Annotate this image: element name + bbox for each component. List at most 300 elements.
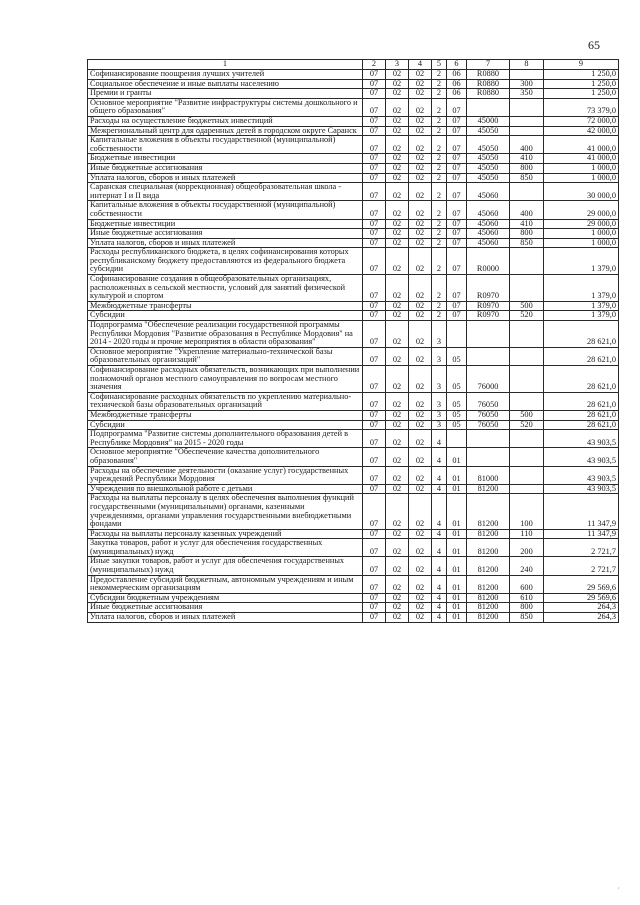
- row-subprogram: 01: [447, 593, 467, 603]
- row-program: 2: [432, 201, 447, 219]
- table-body: [88, 70, 619, 623]
- table-row: [88, 430, 619, 448]
- row-section: 07: [363, 275, 386, 302]
- row-name: Премии и гранты: [88, 89, 363, 99]
- table-row: [88, 136, 619, 154]
- row-target-article: 45050: [467, 163, 510, 173]
- row-subsection-a: 02: [386, 366, 409, 393]
- row-subprogram: [447, 321, 467, 348]
- row-subsection-a: 02: [386, 201, 409, 219]
- row-section: 07: [363, 466, 386, 484]
- row-subprogram: 07: [447, 126, 467, 136]
- row-subsection-b: 02: [409, 448, 432, 466]
- row-section: 07: [363, 70, 386, 80]
- row-target-article: 45060: [467, 238, 510, 248]
- row-subsection-b: 02: [409, 163, 432, 173]
- row-subsection-b: 02: [409, 575, 432, 593]
- row-amount: 28 621,0: [544, 321, 619, 348]
- row-section: 07: [363, 494, 386, 529]
- row-amount: 43 903,5: [544, 484, 619, 494]
- row-program: 4: [432, 529, 447, 539]
- row-program: 2: [432, 154, 447, 164]
- row-subsection-a: 02: [386, 321, 409, 348]
- column-header: 3: [386, 60, 409, 70]
- row-section: 07: [363, 248, 386, 275]
- row-target-article: 45050: [467, 173, 510, 183]
- row-subprogram: 01: [447, 603, 467, 613]
- table-row: [88, 466, 619, 484]
- row-name: Социальное обеспечение и иные выплаты населению: [88, 79, 363, 89]
- row-name: Межрегиональный центр для одаренных детей в городском округе Саранск: [88, 126, 363, 136]
- row-program: 4: [432, 613, 447, 623]
- table-row: [88, 420, 619, 430]
- row-target-article: 45060: [467, 183, 510, 201]
- row-expense-type: [510, 275, 544, 302]
- row-name: Подпрограмма "Развитие системы дополнительного образования детей в Республике Мордовия" на 2015 - 2020 годы: [88, 430, 363, 448]
- row-section: 07: [363, 575, 386, 593]
- row-amount: 28 621,0: [544, 410, 619, 420]
- row-expense-type: 500: [510, 410, 544, 420]
- table-row: [88, 154, 619, 164]
- row-expense-type: [510, 98, 544, 116]
- row-subsection-b: 02: [409, 557, 432, 575]
- row-program: 3: [432, 392, 447, 410]
- table-row: [88, 248, 619, 275]
- table-row: [88, 89, 619, 99]
- row-section: 07: [363, 89, 386, 99]
- row-amount: 28 621,0: [544, 420, 619, 430]
- row-program: 4: [432, 448, 447, 466]
- row-name: Иные закупки товаров, работ и услуг для обеспечения государственных (муниципальных) нужд: [88, 557, 363, 575]
- row-subprogram: 07: [447, 98, 467, 116]
- row-target-article: 76050: [467, 410, 510, 420]
- row-subsection-a: 02: [386, 219, 409, 229]
- row-program: 4: [432, 466, 447, 484]
- row-target-article: 45060: [467, 201, 510, 219]
- row-subsection-a: 02: [386, 183, 409, 201]
- table-row: [88, 529, 619, 539]
- row-section: 07: [363, 154, 386, 164]
- table-row: [88, 448, 619, 466]
- row-section: 07: [363, 98, 386, 116]
- row-amount: 29 569,6: [544, 575, 619, 593]
- row-subsection-a: 02: [386, 484, 409, 494]
- row-amount: 42 000,0: [544, 126, 619, 136]
- row-subprogram: 06: [447, 79, 467, 89]
- table-row: [88, 163, 619, 173]
- row-section: 07: [363, 301, 386, 311]
- row-amount: 30 000,0: [544, 183, 619, 201]
- table-row: [88, 494, 619, 529]
- row-name: Основное мероприятие "Укрепление материально-технической базы образовательных организаций": [88, 347, 363, 365]
- row-program: 2: [432, 238, 447, 248]
- row-subprogram: 07: [447, 183, 467, 201]
- row-section: 07: [363, 529, 386, 539]
- row-expense-type: [510, 126, 544, 136]
- row-program: 3: [432, 366, 447, 393]
- row-name: Капитальные вложения в объекты государственной (муниципальной) собственности: [88, 201, 363, 219]
- table-row: [88, 173, 619, 183]
- row-target-article: R0880: [467, 70, 510, 80]
- row-section: 07: [363, 392, 386, 410]
- row-subprogram: 07: [447, 275, 467, 302]
- row-program: 2: [432, 136, 447, 154]
- row-target-article: R0970: [467, 275, 510, 302]
- row-program: 2: [432, 311, 447, 321]
- row-section: 07: [363, 410, 386, 420]
- row-subsection-b: 02: [409, 466, 432, 484]
- row-amount: 1 250,0: [544, 70, 619, 80]
- row-subsection-a: 02: [386, 448, 409, 466]
- row-expense-type: 600: [510, 575, 544, 593]
- row-subsection-a: 02: [386, 494, 409, 529]
- row-name: Учреждения по внешкольной работе с детьми: [88, 484, 363, 494]
- row-program: 4: [432, 484, 447, 494]
- row-subsection-b: 02: [409, 603, 432, 613]
- header-row: [88, 60, 619, 70]
- row-subsection-a: 02: [386, 430, 409, 448]
- row-subsection-a: 02: [386, 575, 409, 593]
- row-subprogram: 07: [447, 238, 467, 248]
- row-subprogram: 05: [447, 392, 467, 410]
- row-subsection-b: 02: [409, 248, 432, 275]
- row-section: 07: [363, 311, 386, 321]
- row-program: 2: [432, 89, 447, 99]
- row-subsection-a: 02: [386, 347, 409, 365]
- row-expense-type: 410: [510, 154, 544, 164]
- row-subsection-a: 02: [386, 539, 409, 557]
- table-row: [88, 575, 619, 593]
- row-expense-type: 850: [510, 613, 544, 623]
- row-target-article: 45050: [467, 126, 510, 136]
- row-subprogram: 01: [447, 539, 467, 557]
- row-subprogram: 07: [447, 163, 467, 173]
- row-program: 3: [432, 321, 447, 348]
- row-subsection-b: 02: [409, 70, 432, 80]
- row-expense-type: 410: [510, 219, 544, 229]
- row-program: 2: [432, 301, 447, 311]
- row-expense-type: 520: [510, 420, 544, 430]
- row-program: 4: [432, 603, 447, 613]
- row-target-article: R0970: [467, 301, 510, 311]
- row-target-article: 81200: [467, 529, 510, 539]
- row-program: 2: [432, 70, 447, 80]
- row-subprogram: 06: [447, 70, 467, 80]
- row-subprogram: 01: [447, 575, 467, 593]
- row-target-article: R0880: [467, 79, 510, 89]
- row-program: 2: [432, 248, 447, 275]
- row-subsection-a: 02: [386, 79, 409, 89]
- row-subsection-b: 02: [409, 89, 432, 99]
- table-row: [88, 116, 619, 126]
- row-subsection-a: 02: [386, 311, 409, 321]
- row-target-article: 81200: [467, 593, 510, 603]
- row-name: Закупка товаров, работ и услуг для обеспечения государственных (муниципальных) нужд: [88, 539, 363, 557]
- row-target-article: 45050: [467, 136, 510, 154]
- row-name: Софинансирование расходных обязательств, возникающих при выполнении полномочий органов местного самоуправления по вопросам местного значения: [88, 366, 363, 393]
- row-name: Субсидии: [88, 311, 363, 321]
- row-subsection-a: 02: [386, 89, 409, 99]
- row-subsection-b: 02: [409, 136, 432, 154]
- row-program: 2: [432, 183, 447, 201]
- row-target-article: [467, 98, 510, 116]
- row-subprogram: 07: [447, 248, 467, 275]
- row-subprogram: 07: [447, 154, 467, 164]
- row-name: Уплата налогов, сборов и иных платежей: [88, 173, 363, 183]
- row-name: Расходы на осуществление бюджетных инвестиций: [88, 116, 363, 126]
- row-amount: 29 569,6: [544, 593, 619, 603]
- row-program: 3: [432, 420, 447, 430]
- row-name: Межбюджетные трансферты: [88, 410, 363, 420]
- row-subsection-b: 02: [409, 494, 432, 529]
- row-subsection-b: 02: [409, 154, 432, 164]
- table-row: [88, 126, 619, 136]
- row-subsection-a: 02: [386, 613, 409, 623]
- row-program: 3: [432, 347, 447, 365]
- row-expense-type: [510, 116, 544, 126]
- row-section: 07: [363, 430, 386, 448]
- table-row: [88, 392, 619, 410]
- row-target-article: 81200: [467, 613, 510, 623]
- row-amount: 11 347,9: [544, 494, 619, 529]
- row-section: 07: [363, 79, 386, 89]
- row-subsection-a: 02: [386, 116, 409, 126]
- row-subsection-a: 02: [386, 229, 409, 239]
- row-subsection-b: 02: [409, 347, 432, 365]
- table-row: [88, 98, 619, 116]
- row-name: Субсидии: [88, 420, 363, 430]
- row-target-article: [467, 321, 510, 348]
- row-program: 2: [432, 116, 447, 126]
- row-program: 2: [432, 163, 447, 173]
- row-subsection-a: 02: [386, 238, 409, 248]
- row-program: 4: [432, 539, 447, 557]
- row-subprogram: 07: [447, 301, 467, 311]
- row-expense-type: 850: [510, 173, 544, 183]
- row-expense-type: 100: [510, 494, 544, 529]
- row-target-article: 81200: [467, 557, 510, 575]
- row-program: 4: [432, 575, 447, 593]
- row-section: 07: [363, 613, 386, 623]
- row-subsection-b: 02: [409, 229, 432, 239]
- column-header: 9: [544, 60, 619, 70]
- row-target-article: 81200: [467, 575, 510, 593]
- row-subsection-b: 02: [409, 392, 432, 410]
- row-name: Расходы на выплаты персоналу казенных учреждений: [88, 529, 363, 539]
- row-subprogram: 01: [447, 613, 467, 623]
- row-subsection-b: 02: [409, 420, 432, 430]
- row-subprogram: [447, 430, 467, 448]
- row-expense-type: 200: [510, 539, 544, 557]
- row-section: 07: [363, 229, 386, 239]
- row-name: Межбюджетные трансферты: [88, 301, 363, 311]
- row-expense-type: 610: [510, 593, 544, 603]
- row-name: Софинансирование расходных обязательств по укреплению материально-технической базы образовательных организаций: [88, 392, 363, 410]
- row-target-article: [467, 430, 510, 448]
- row-expense-type: 400: [510, 201, 544, 219]
- row-expense-type: 800: [510, 229, 544, 239]
- row-program: 2: [432, 229, 447, 239]
- row-program: 2: [432, 219, 447, 229]
- table-row: [88, 311, 619, 321]
- row-section: 07: [363, 116, 386, 126]
- row-subsection-b: 02: [409, 116, 432, 126]
- row-subsection-b: 02: [409, 173, 432, 183]
- row-amount: 1 000,0: [544, 238, 619, 248]
- column-header: 7: [467, 60, 510, 70]
- row-subsection-b: 02: [409, 275, 432, 302]
- row-name: Расходы на обеспечение деятельности (оказание услуг) государственных учреждений Республики Мордовия: [88, 466, 363, 484]
- row-subprogram: 01: [447, 484, 467, 494]
- row-amount: 1 379,0: [544, 311, 619, 321]
- row-subsection-a: 02: [386, 557, 409, 575]
- row-amount: 1 250,0: [544, 79, 619, 89]
- row-amount: 2 721,7: [544, 557, 619, 575]
- row-subsection-a: 02: [386, 136, 409, 154]
- row-expense-type: 350: [510, 89, 544, 99]
- row-section: 07: [363, 593, 386, 603]
- table-row: [88, 238, 619, 248]
- row-target-article: R0970: [467, 311, 510, 321]
- row-amount: 1 000,0: [544, 173, 619, 183]
- row-expense-type: [510, 183, 544, 201]
- row-amount: 1 379,0: [544, 275, 619, 302]
- row-program: 2: [432, 126, 447, 136]
- row-name: Капитальные вложения в объекты государственной (муниципальной) собственности: [88, 136, 363, 154]
- row-subprogram: 07: [447, 219, 467, 229]
- row-expense-type: 110: [510, 529, 544, 539]
- row-section: 07: [363, 366, 386, 393]
- row-amount: 1 000,0: [544, 229, 619, 239]
- row-name: Уплата налогов, сборов и иных платежей: [88, 613, 363, 623]
- table-row: [88, 539, 619, 557]
- row-subsection-a: 02: [386, 410, 409, 420]
- row-amount: 43 903,5: [544, 430, 619, 448]
- row-subsection-b: 02: [409, 321, 432, 348]
- row-target-article: 76050: [467, 420, 510, 430]
- row-subsection-a: 02: [386, 154, 409, 164]
- row-name: Уплата налогов, сборов и иных платежей: [88, 238, 363, 248]
- row-amount: 11 347,9: [544, 529, 619, 539]
- table-row: [88, 366, 619, 393]
- row-amount: 43 903,5: [544, 448, 619, 466]
- row-amount: 41 000,0: [544, 154, 619, 164]
- row-subsection-b: 02: [409, 98, 432, 116]
- scan-mark: ,: [618, 884, 620, 890]
- row-expense-type: [510, 70, 544, 80]
- row-subprogram: 01: [447, 529, 467, 539]
- table-row: [88, 613, 619, 623]
- row-subprogram: 01: [447, 557, 467, 575]
- row-section: 07: [363, 201, 386, 219]
- row-program: 3: [432, 410, 447, 420]
- row-program: 4: [432, 430, 447, 448]
- row-program: 2: [432, 275, 447, 302]
- row-program: 2: [432, 173, 447, 183]
- row-expense-type: 400: [510, 136, 544, 154]
- row-subsection-a: 02: [386, 593, 409, 603]
- row-section: 07: [363, 484, 386, 494]
- row-expense-type: 500: [510, 301, 544, 311]
- row-expense-type: [510, 484, 544, 494]
- row-amount: 2 721,7: [544, 539, 619, 557]
- column-header: 2: [363, 60, 386, 70]
- row-expense-type: 520: [510, 311, 544, 321]
- row-subsection-a: 02: [386, 70, 409, 80]
- row-section: 07: [363, 219, 386, 229]
- row-subsection-a: 02: [386, 420, 409, 430]
- row-name: Расходы на выплаты персоналу в целях обеспечения выполнения функций государственными (муниципальными) органами, казенными учреждениями, органами управления государственными внебюджетными фондами: [88, 494, 363, 529]
- row-subsection-b: 02: [409, 301, 432, 311]
- row-subsection-a: 02: [386, 529, 409, 539]
- row-section: 07: [363, 126, 386, 136]
- row-program: 4: [432, 494, 447, 529]
- row-name: Софинансирование создания в общеобразовательных организациях, расположенных в сельской местности, условий для занятий физической культурой и спортом: [88, 275, 363, 302]
- row-target-article: [467, 448, 510, 466]
- row-amount: 264,3: [544, 613, 619, 623]
- row-subsection-b: 02: [409, 126, 432, 136]
- row-subsection-a: 02: [386, 275, 409, 302]
- row-subprogram: 05: [447, 410, 467, 420]
- row-subprogram: 01: [447, 448, 467, 466]
- row-expense-type: [510, 448, 544, 466]
- table-row: [88, 593, 619, 603]
- row-name: Бюджетные инвестиции: [88, 154, 363, 164]
- row-section: 07: [363, 183, 386, 201]
- table-row: [88, 79, 619, 89]
- row-subprogram: 07: [447, 311, 467, 321]
- row-name: Основное мероприятие "Обеспечение качества дополнительного образования": [88, 448, 363, 466]
- row-amount: 73 379,0: [544, 98, 619, 116]
- row-expense-type: 240: [510, 557, 544, 575]
- row-subsection-b: 02: [409, 366, 432, 393]
- row-expense-type: [510, 248, 544, 275]
- row-target-article: 45000: [467, 116, 510, 126]
- column-header: 5: [432, 60, 447, 70]
- row-expense-type: 800: [510, 603, 544, 613]
- row-subsection-b: 02: [409, 183, 432, 201]
- row-subsection-b: 02: [409, 311, 432, 321]
- row-section: 07: [363, 448, 386, 466]
- row-subprogram: 07: [447, 136, 467, 154]
- row-name: Иные бюджетные ассигнования: [88, 163, 363, 173]
- table-row: [88, 347, 619, 365]
- row-subsection-a: 02: [386, 173, 409, 183]
- row-expense-type: [510, 466, 544, 484]
- row-section: 07: [363, 173, 386, 183]
- row-subsection-b: 02: [409, 238, 432, 248]
- row-section: 07: [363, 347, 386, 365]
- row-subsection-a: 02: [386, 126, 409, 136]
- row-target-article: 45060: [467, 229, 510, 239]
- page-number: 65: [588, 38, 600, 52]
- row-name: Иные бюджетные ассигнования: [88, 229, 363, 239]
- row-expense-type: 800: [510, 163, 544, 173]
- row-subprogram: 05: [447, 347, 467, 365]
- row-subsection-b: 02: [409, 484, 432, 494]
- row-subsection-a: 02: [386, 603, 409, 613]
- table-row: [88, 201, 619, 219]
- row-subsection-b: 02: [409, 430, 432, 448]
- row-amount: 1 379,0: [544, 301, 619, 311]
- table-row: [88, 70, 619, 80]
- row-program: 2: [432, 79, 447, 89]
- row-program: 4: [432, 557, 447, 575]
- row-amount: 29 000,0: [544, 201, 619, 219]
- row-subprogram: 07: [447, 116, 467, 126]
- row-target-article: 76000: [467, 366, 510, 393]
- row-amount: 1 250,0: [544, 89, 619, 99]
